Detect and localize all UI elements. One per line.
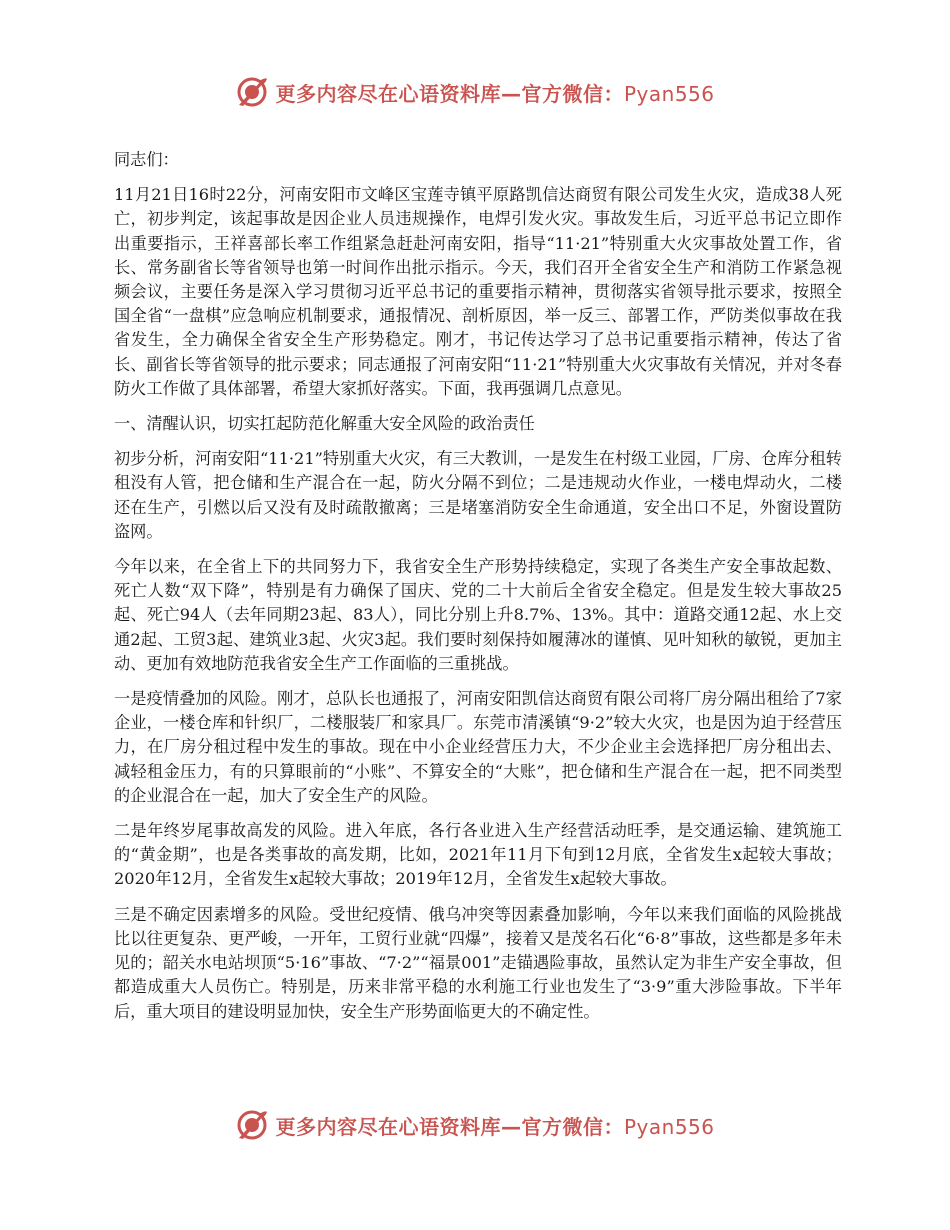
- greeting: 同志们：: [114, 150, 179, 169]
- paragraph: 今年以来，在全省上下的共同努力下，我省安全生产形势持续稳定，实现了各类生产安全事故起数、死亡人数“双下降”，特别是有力确保了国庆、党的二十大前后全省安全稳定。但是发生较大事故25起、死亡94人（去年同期23起、83人），同比分别上升8.7%、13%。其中：道路交通12起、水上交通2起、工贸3起、建筑业3起、火灾3起。我们要时刻保持如履薄冰的谨慎、见叶知秋的敏锐，更加主动、更加有效地防范我省安全生产工作面临的三重挑战。: [114, 557, 842, 673]
- banner-label: 更多内容尽在心语资料库—官方微信：: [275, 1114, 624, 1139]
- paragraph: 二是年终岁尾事故高发的风险。进入年底，各行各业进入生产经营活动旺季，是交通运输、建筑施工的“黄金期”，也是各类事故的高发期，比如，2021年11月下旬到12月底，全省发生x起较大事故；2020年12月，全省发生x起较大事故；2019年12月，全省发生x起较大事故。: [114, 821, 842, 889]
- paragraph: 11月21日16时22分，河南安阳市文峰区宝莲寺镇平原路凯信达商贸有限公司发生火灾，造成38人死亡，初步判定，该起事故是因企业人员违规操作，电焊引发火灾。事故发生后，习近平总书记立即作出重要指示，王祥喜部长率工作组紧急赶赴河南安阳，指导“11·21”特别重大火灾事故处置工作，省长、常务副省长等省领导也第一时间作出批示指示。今天，我们召开全省安全生产和消防工作紧急视频会议，主要任务是深入学习贯彻习近平总书记的重要指示精神，贯彻落实省领导批示要求，按照全国全省“一盘棋”应急响应机制要求，通报情况、剖析原因，举一反三、部署工作，严防类似事故在我省发生，全力确保全省安全生产形势稳定。刚才，书记传达学习了总书记重要指示精神，传达了省长、副省长等省领导的批示要求；同志通报了河南安阳“11·21”特别重大火灾事故有关情况，并对冬春防火工作做了具体部署，希望大家抓好落实。下面，我再强调几点意见。: [114, 185, 842, 398]
- banner-label: 更多内容尽在心语资料库—官方微信：: [275, 81, 624, 106]
- paragraph: 三是不确定因素增多的风险。受世纪疫情、俄乌冲突等因素叠加影响，今年以来我们面临的风险挑战比以往更复杂、更严峻，一开年，工贸行业就“四爆”，接着又是茂名石化“6·8”事故，这些都是多年未见的；韶关水电站坝顶“5·16”事故、“7·2”“福景001”走锚遇险事故，虽然认定为非生产安全事故，但都造成重大人员伤亡。特别是，历来非常平稳的水利施工行业也发生了“3·9”重大涉险事故。下半年后，重大项目的建设明显加快，安全生产形势面临更大的不确定性。: [114, 904, 842, 1021]
- section-heading: 一、清醒认识，切实扛起防范化解重大安全风险的政治责任: [114, 414, 535, 434]
- banner-text: [275, 78, 714, 107]
- quill-seal-icon: [235, 75, 269, 109]
- banner-text: [275, 1111, 714, 1140]
- banner-wechat-id: Pyan556: [623, 81, 715, 106]
- paragraph: 初步分析，河南安阳“11·21”特别重大火灾，有三大教训，一是发生在村级工业园，厂房、仓库分租转租没有人管，把仓储和生产混合在一起，防火分隔不到位；二是违规动火作业，一楼电焊动火，二楼还在生产，引燃以后又没有及时疏散撤离；三是堵塞消防安全生命通道，安全出口不足，外窗设置防盗网。: [114, 449, 842, 541]
- header-banner: [0, 72, 950, 112]
- banner-wechat-id: Pyan556: [623, 1114, 715, 1139]
- paragraph: 一是疫情叠加的风险。刚才，总队长也通报了，河南安阳凯信达商贸有限公司将厂房分隔出租给了7家企业，一楼仓库和针织厂，二楼服装厂和家具厂。东莞市清溪镇“9·2”较大火灾，也是因为迫于经营压力，在厂房分租过程中发生的事故。现在中小企业经营压力大，不少企业主会选择把厂房分租出去、减轻租金压力，有的只算眼前的“小账”、不算安全的“大账”，把仓储和生产混合在一起，把不同类型的企业混合在一起，加大了安全生产的风险。: [114, 689, 842, 805]
- quill-seal-icon: [235, 1108, 269, 1142]
- document-body: [114, 148, 842, 1035]
- footer-banner: [0, 1105, 950, 1145]
